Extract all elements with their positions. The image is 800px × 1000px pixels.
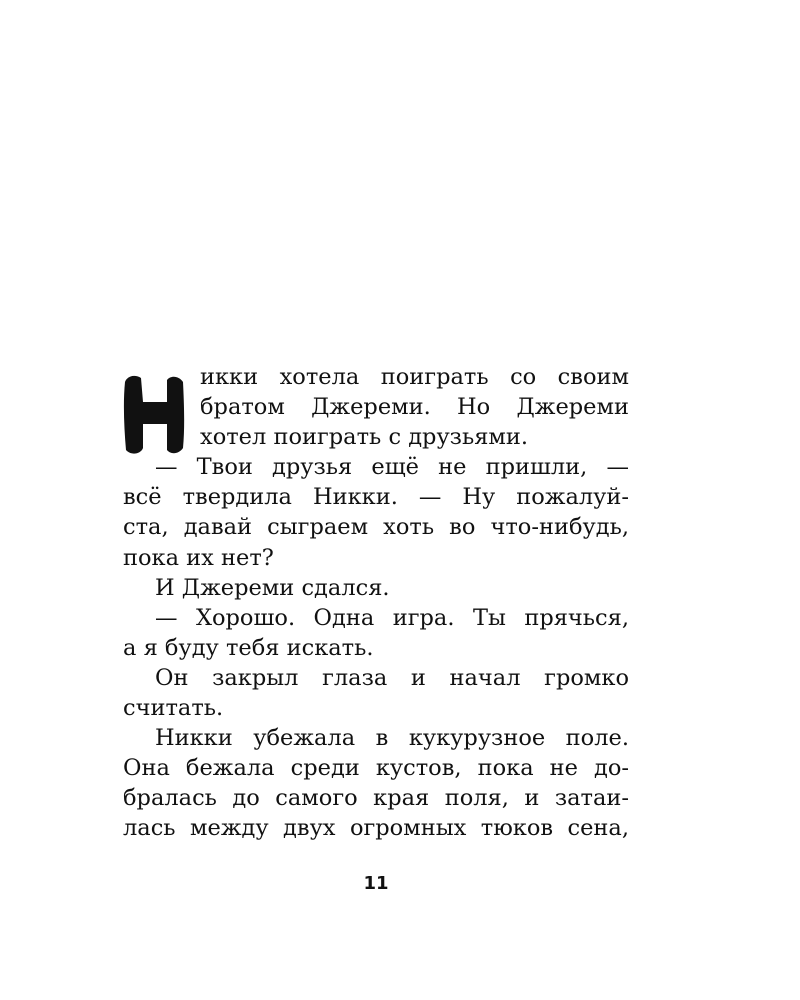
story-text [123,362,629,844]
page-number: 11 [363,873,389,894]
text-line-6: ста, давай сыграем хоть во что-нибудь, [123,514,629,541]
text-line-15: бралась до самого края поля, и затаи- [123,785,629,812]
text-line-12: считать. [123,695,224,722]
drop-cap-letter [121,372,191,458]
text-line-1: икки хотела поиграть со своим [200,364,629,390]
text-line-16: лась между двух огромных тюков сена, [123,815,629,842]
text-line-9: — Хорошо. Одна игра. Ты прячься, [155,604,629,631]
text-line-11: Он закрыл глаза и начал громко [155,664,629,691]
text-line-4: — Твои друзья ещё не пришли, — [155,454,629,481]
text-line-7: пока их нет? [123,544,274,571]
text-line-14: Она бежала среди кустов, пока не до- [123,755,629,782]
text-line-3: хотел поиграть с друзьями. [200,424,529,451]
text-line-10: а я буду тебя искать. [123,634,374,661]
text-line-2: братом Джереми. Но Джереми [200,394,629,421]
text-line-5: всё твердила Никки. — Ну пожалуй- [123,484,629,511]
text-line-8: И Джереми сдался. [155,574,390,601]
text-line-13: Никки убежала в кукурузное поле. [155,725,629,752]
